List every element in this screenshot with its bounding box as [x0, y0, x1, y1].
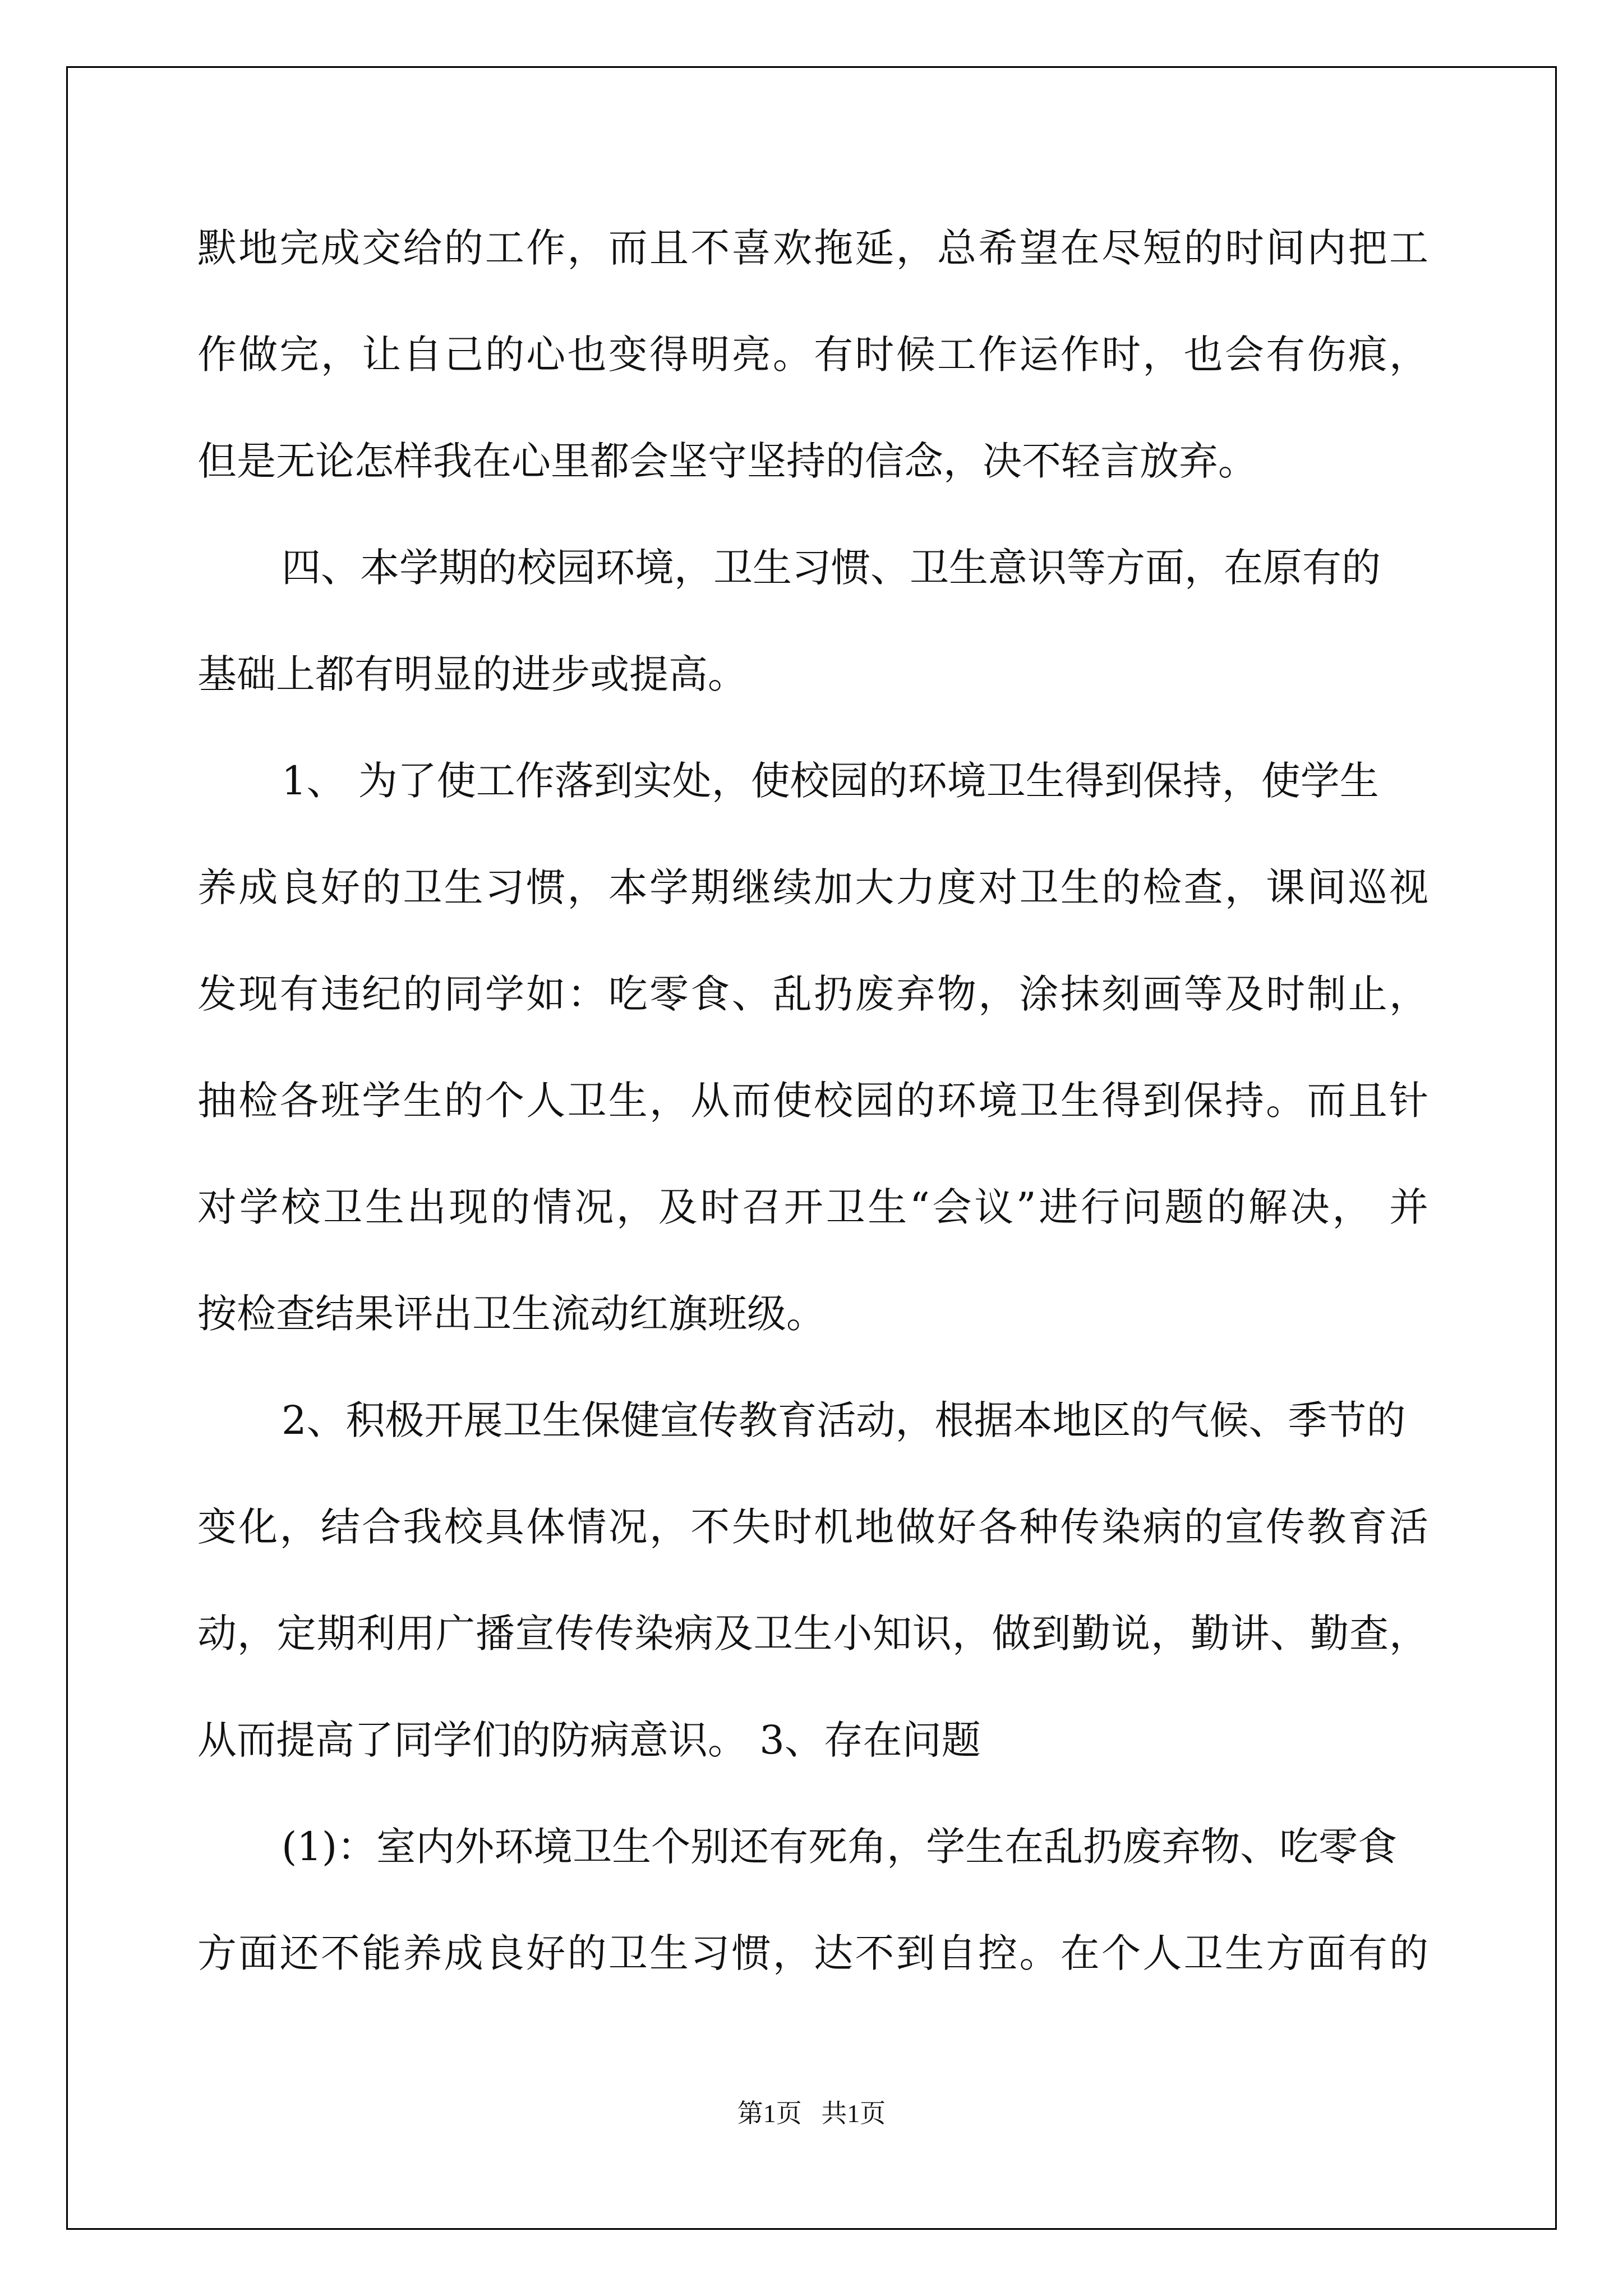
body-text-line: 2、积极开展卫生保健宣传教育活动，根据本地区的气候、季节的: [282, 1397, 1406, 1443]
body-text-line: (1)：室内外环境卫生个别还有死角，学生在乱扔废弃物、吃零食: [282, 1824, 1398, 1870]
body-text-line: 方面还不能养成良好的卫生习惯，达不到自控。在个人卫生方面有的: [197, 1930, 1428, 1976]
body-text-line: 但是无论怎样我在心里都会坚守坚持的信念，决不轻言放弃。: [197, 438, 1257, 484]
body-text-line: 从而提高了同学们的防病意识。 3、存在问题: [197, 1717, 981, 1763]
body-text-line: 发现有违纪的同学如：吃零食、乱扔废弃物，涂抹刻画等及时制止，: [197, 971, 1428, 1017]
body-text-line: 四、本学期的校园环境，卫生习惯、卫生意识等方面，在原有的: [282, 545, 1381, 591]
body-text-line: 对学校卫生出现的情况，及时召开卫生“会议”进行问题的解决， 并: [197, 1184, 1428, 1230]
body-text-line: 默地完成交给的工作，而且不喜欢拖延，总希望在尽短的时间内把工: [197, 225, 1428, 271]
body-text-line: 养成良好的卫生习惯，本学期继续加大力度对卫生的检查，课间巡视: [197, 864, 1428, 910]
body-text-line: 1、 为了使工作落到实处，使校园的环境卫生得到保持，使学生: [282, 758, 1379, 804]
body-text-line: 抽检各班学生的个人卫生，从而使校园的环境卫生得到保持。而且针: [197, 1078, 1428, 1124]
body-text-line: 按检查结果评出卫生流动红旗班级。: [197, 1291, 826, 1337]
body-text-line: 基础上都有明显的进步或提高。: [197, 651, 747, 697]
body-text-line: 作做完，让自己的心也变得明亮。有时候工作运作时，也会有伤痕，: [197, 332, 1428, 378]
body-text-line: 变化，结合我校具体情况，不失时机地做好各种传染病的宣传教育活: [197, 1504, 1428, 1550]
page-number-footer: 第1页 共1页: [737, 2099, 886, 2128]
body-text-line: 动，定期利用广播宣传传染病及卫生小知识，做到勤说，勤讲、勤查，: [197, 1611, 1428, 1657]
page-border: [66, 66, 1557, 2230]
